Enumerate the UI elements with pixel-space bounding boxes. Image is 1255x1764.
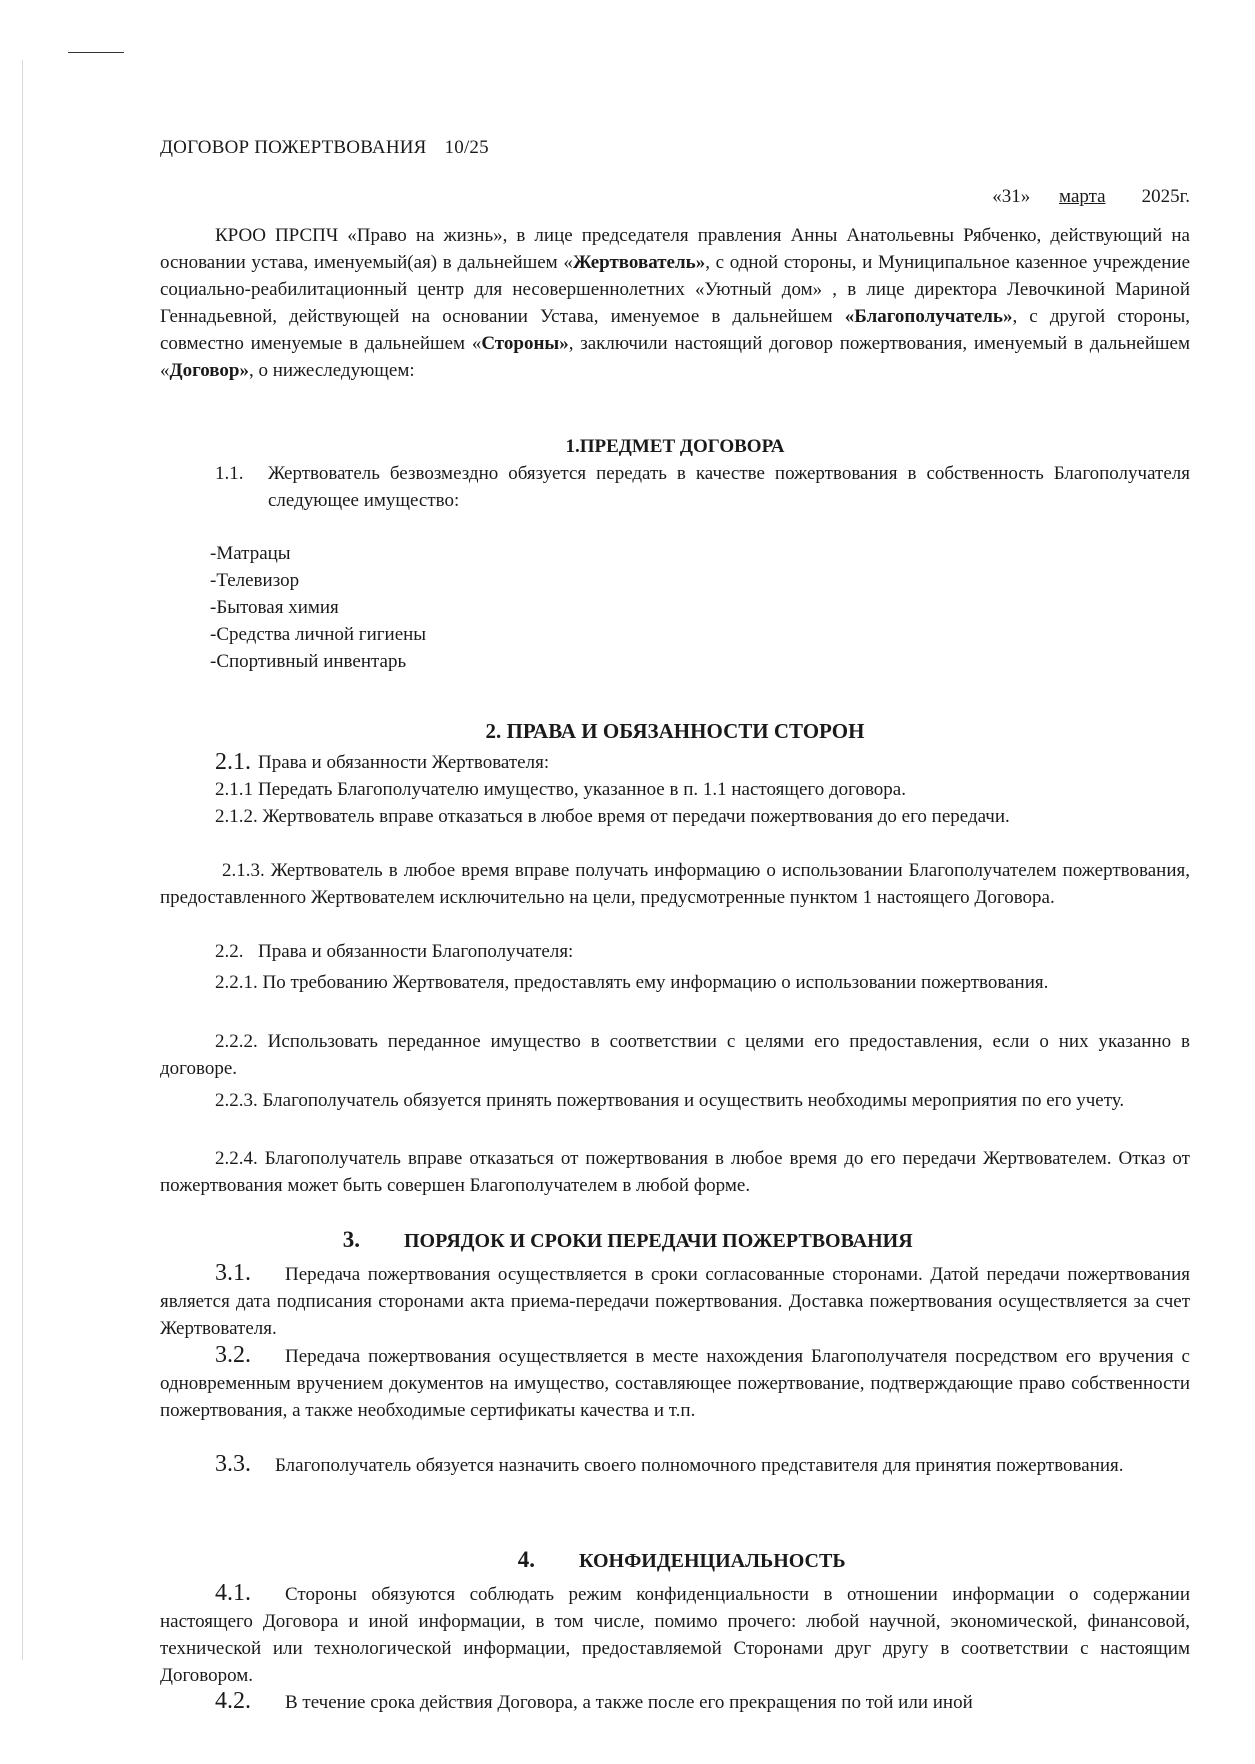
list-item: -Спортивный инвентарь bbox=[210, 651, 407, 672]
title-text: ДОГОВОР ПОЖЕРТВОВАНИЯ bbox=[160, 137, 427, 158]
list-item: -Бытовая химия bbox=[210, 597, 339, 618]
scan-edge bbox=[22, 60, 23, 1660]
scan-mark bbox=[68, 52, 124, 53]
section-4-heading bbox=[160, 1546, 1190, 1575]
date-day: «31» bbox=[992, 186, 1031, 207]
clause-2-2-1: 2.2.1. По требованию Жертвователя, предоставлять ему информацию о использовании пожертвования. bbox=[215, 972, 1049, 993]
clause-1-1 bbox=[160, 460, 1190, 514]
clause-number: 3.3. bbox=[215, 1451, 251, 1477]
clause-4-1 bbox=[160, 1580, 1190, 1689]
date-year: 2025г. bbox=[1141, 186, 1190, 207]
heading-text: КОНФИДЕНЦИАЛЬНОСТЬ bbox=[579, 1550, 846, 1572]
clause-text: Права и обязанности Жертвователя: bbox=[258, 752, 550, 773]
clause-number: 2.1. bbox=[215, 749, 251, 775]
section-1-heading: 1.ПРЕДМЕТ ДОГОВОРА bbox=[565, 436, 785, 457]
preamble-part: КРОО ПРСПЧ «Право на жизнь», в лице председателя правления Анны Анатольевны Рябченко, действующий на основании устава, именуемый(ая) в дальнейшем « bbox=[160, 225, 1190, 273]
document-title bbox=[160, 134, 489, 161]
preamble-part: , с одной стороны, и Муниципальное казенное учреждение социально-реабилитационный центр для несовершеннолетних «Уютный дом» , в лице директора Левочкиной Мариной Геннадьевной, действующей на основании Устава, именуемое в дальнейшем bbox=[160, 252, 1190, 327]
contract-term: Договор» bbox=[169, 360, 249, 381]
clause-4-2 bbox=[160, 1688, 1190, 1716]
clause-2-1-1 bbox=[160, 776, 1190, 803]
clause-2-1-3: 2.1.3. Жертвователь в любое время вправе получать информацию о использовании Благополучателем пожертвования, предоставленного Жертвователем исключительно на цели, предусмотренные пунктом 1 настоящего Договора. bbox=[160, 860, 1190, 908]
property-list bbox=[210, 540, 810, 675]
clause-2-2-3: 2.2.3. Благополучатель обязуется принять пожертвования и осуществить необходимы мероприятия по его учету. bbox=[215, 1090, 1125, 1111]
date-month: марта bbox=[1059, 186, 1106, 207]
clause-2-2 bbox=[160, 938, 1190, 965]
contract-date bbox=[992, 183, 1190, 210]
clause-number: 3.2. bbox=[215, 1342, 251, 1368]
section-2-heading: 2. ПРАВА И ОБЯЗАННОСТИ СТОРОН bbox=[485, 719, 865, 743]
clause-number: 1.1. bbox=[215, 463, 244, 484]
clause-number: 2.2. bbox=[215, 941, 244, 962]
clause-3-2 bbox=[160, 1342, 1190, 1424]
donor-term: Жертвователь» bbox=[572, 252, 706, 273]
clause-text: Передать Благополучателю имущество, указанное в п. 1.1 настоящего договора. bbox=[258, 779, 906, 800]
clause-text: Благополучатель обязуется назначить своего полномочного представителя для принятия пожертвования. bbox=[275, 1455, 1124, 1476]
clause-2-2-2: 2.2.2. Использовать переданное имущество в соответствии с целями его предоставления, если о них указанно в договоре. bbox=[160, 1031, 1190, 1079]
section-3-heading bbox=[160, 1226, 1190, 1255]
clause-number: 4.2. bbox=[215, 1688, 251, 1714]
list-item: -Телевизор bbox=[210, 570, 300, 591]
clause-2-1-2: 2.1.2. Жертвователь вправе отказаться в любое время от передачи пожертвования до его передачи. bbox=[215, 806, 1010, 827]
preamble-part: , с другой стороны, совместно именуемые в дальнейшем « bbox=[160, 306, 1190, 354]
list-item: -Средства личной гигиены bbox=[210, 624, 427, 645]
heading-number: 3. bbox=[342, 1227, 360, 1252]
clause-2-1 bbox=[160, 749, 1190, 776]
heading-number: 4. bbox=[517, 1547, 535, 1572]
preamble-part: , о нижеследующем: bbox=[248, 360, 415, 381]
clause-2-2-4: 2.2.4. Благополучатель вправе отказаться от пожертвования в любое время до его передачи Жертвователем. Отказ от пожертвования может быть совершен Благополучателем в любой форме. bbox=[160, 1148, 1190, 1196]
clause-number: 3.1. bbox=[215, 1260, 251, 1286]
clause-text: Жертвователь безвозмездно обязуется передать в качестве пожертвования в собственность Благополучателя следующее имущество: bbox=[268, 463, 1190, 511]
clause-3-1 bbox=[160, 1260, 1190, 1342]
clause-text: В течение срока действия Договора, а также после его прекращения по той или иной bbox=[285, 1692, 973, 1713]
clause-number: 2.1.1 bbox=[215, 779, 253, 800]
clause-text: Передача пожертвования осуществляется в сроки согласованные сторонами. Датой передачи пожертвования является дата подписания сторонами акта приема-передачи пожертвования. Доставка пожертвования осуществляется за счет Жертвователя. bbox=[160, 1264, 1190, 1339]
preamble-part: , заключили настоящий договор пожертвования, именуемый в дальнейшем « bbox=[160, 333, 1190, 381]
clause-number: 4.1. bbox=[215, 1580, 251, 1606]
contract-number: 10/25 bbox=[444, 137, 489, 158]
parties-term: Стороны» bbox=[481, 333, 569, 354]
list-item: -Матрацы bbox=[210, 543, 291, 564]
clause-3-3 bbox=[160, 1451, 1190, 1479]
recipient-term: «Благополучатель» bbox=[844, 306, 1013, 327]
clause-text: Права и обязанности Благополучателя: bbox=[258, 941, 574, 962]
preamble bbox=[160, 222, 1190, 384]
heading-text: ПОРЯДОК И СРОКИ ПЕРЕДАЧИ ПОЖЕРТВОВАНИЯ bbox=[404, 1230, 913, 1252]
clause-text: Передача пожертвования осуществляется в месте нахождения Благополучателя посредством его вручения с одновременным вручением документов на имущество, составляющее пожертвование, подтверждающие право собственности пожертвования, а также необходимые сертификаты качества и т.п. bbox=[160, 1346, 1190, 1421]
clause-text: Стороны обязуются соблюдать режим конфиденциальности в отношении информации о содержании настоящего Договора и иной информации, в том числе, помимо прочего: любой научной, экономической, финансовой, технической или технологической информации, предоставляемой Сторонами друг другу в соответствии с настоящим Договором. bbox=[160, 1584, 1190, 1686]
